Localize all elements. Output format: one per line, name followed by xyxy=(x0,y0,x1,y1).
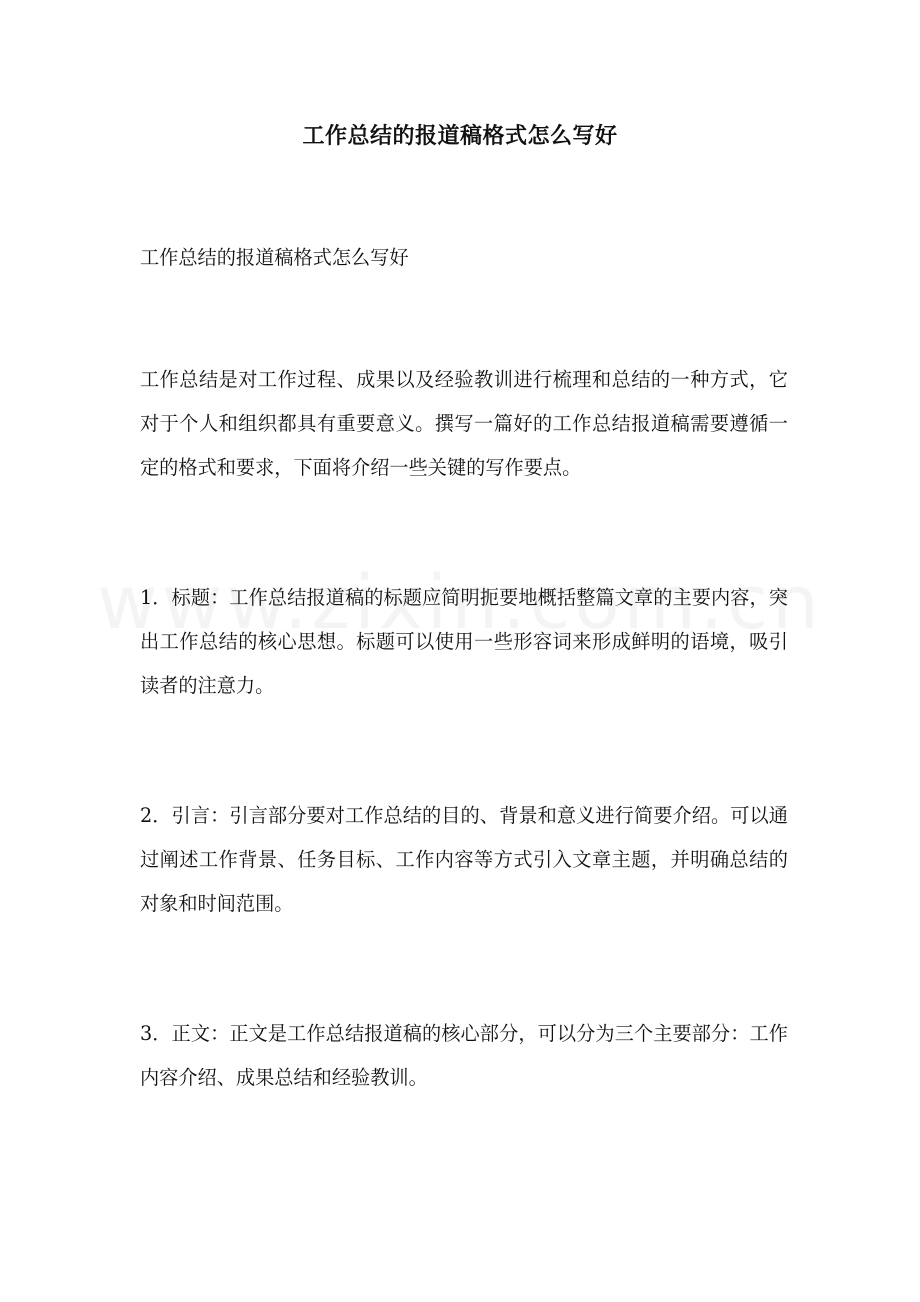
paragraph-item-title: 1．标题：工作总结报道稿的标题应简明扼要地概括整篇文章的主要内容，突出工作总结的核心思想。标题可以使用一些形容词来形成鲜明的语境，吸引读者的注意力。 xyxy=(140,586,788,697)
document-subtitle: 工作总结的报道稿格式怎么写好 xyxy=(140,246,409,269)
paragraph-intro: 工作总结是对工作过程、成果以及经验教训进行梳理和总结的一种方式，它对于个人和组织都具有重要意义。撰写一篇好的工作总结报道稿需要遵循一定的格式和要求，下面将介绍一些关键的写作要点。 xyxy=(140,368,788,479)
paragraph-item-introduction: 2．引言：引言部分要对工作总结的目的、背景和意义进行简要介绍。可以通过阐述工作背景、任务目标、工作内容等方式引入文章主题，并明确总结的对象和时间范围。 xyxy=(140,804,788,915)
document-title: 工作总结的报道稿格式怎么写好 xyxy=(302,123,618,149)
paragraph-item-body: 3．正文：正文是工作总结报道稿的核心部分，可以分为三个主要部分：工作内容介绍、成果总结和经验教训。 xyxy=(140,1022,788,1089)
